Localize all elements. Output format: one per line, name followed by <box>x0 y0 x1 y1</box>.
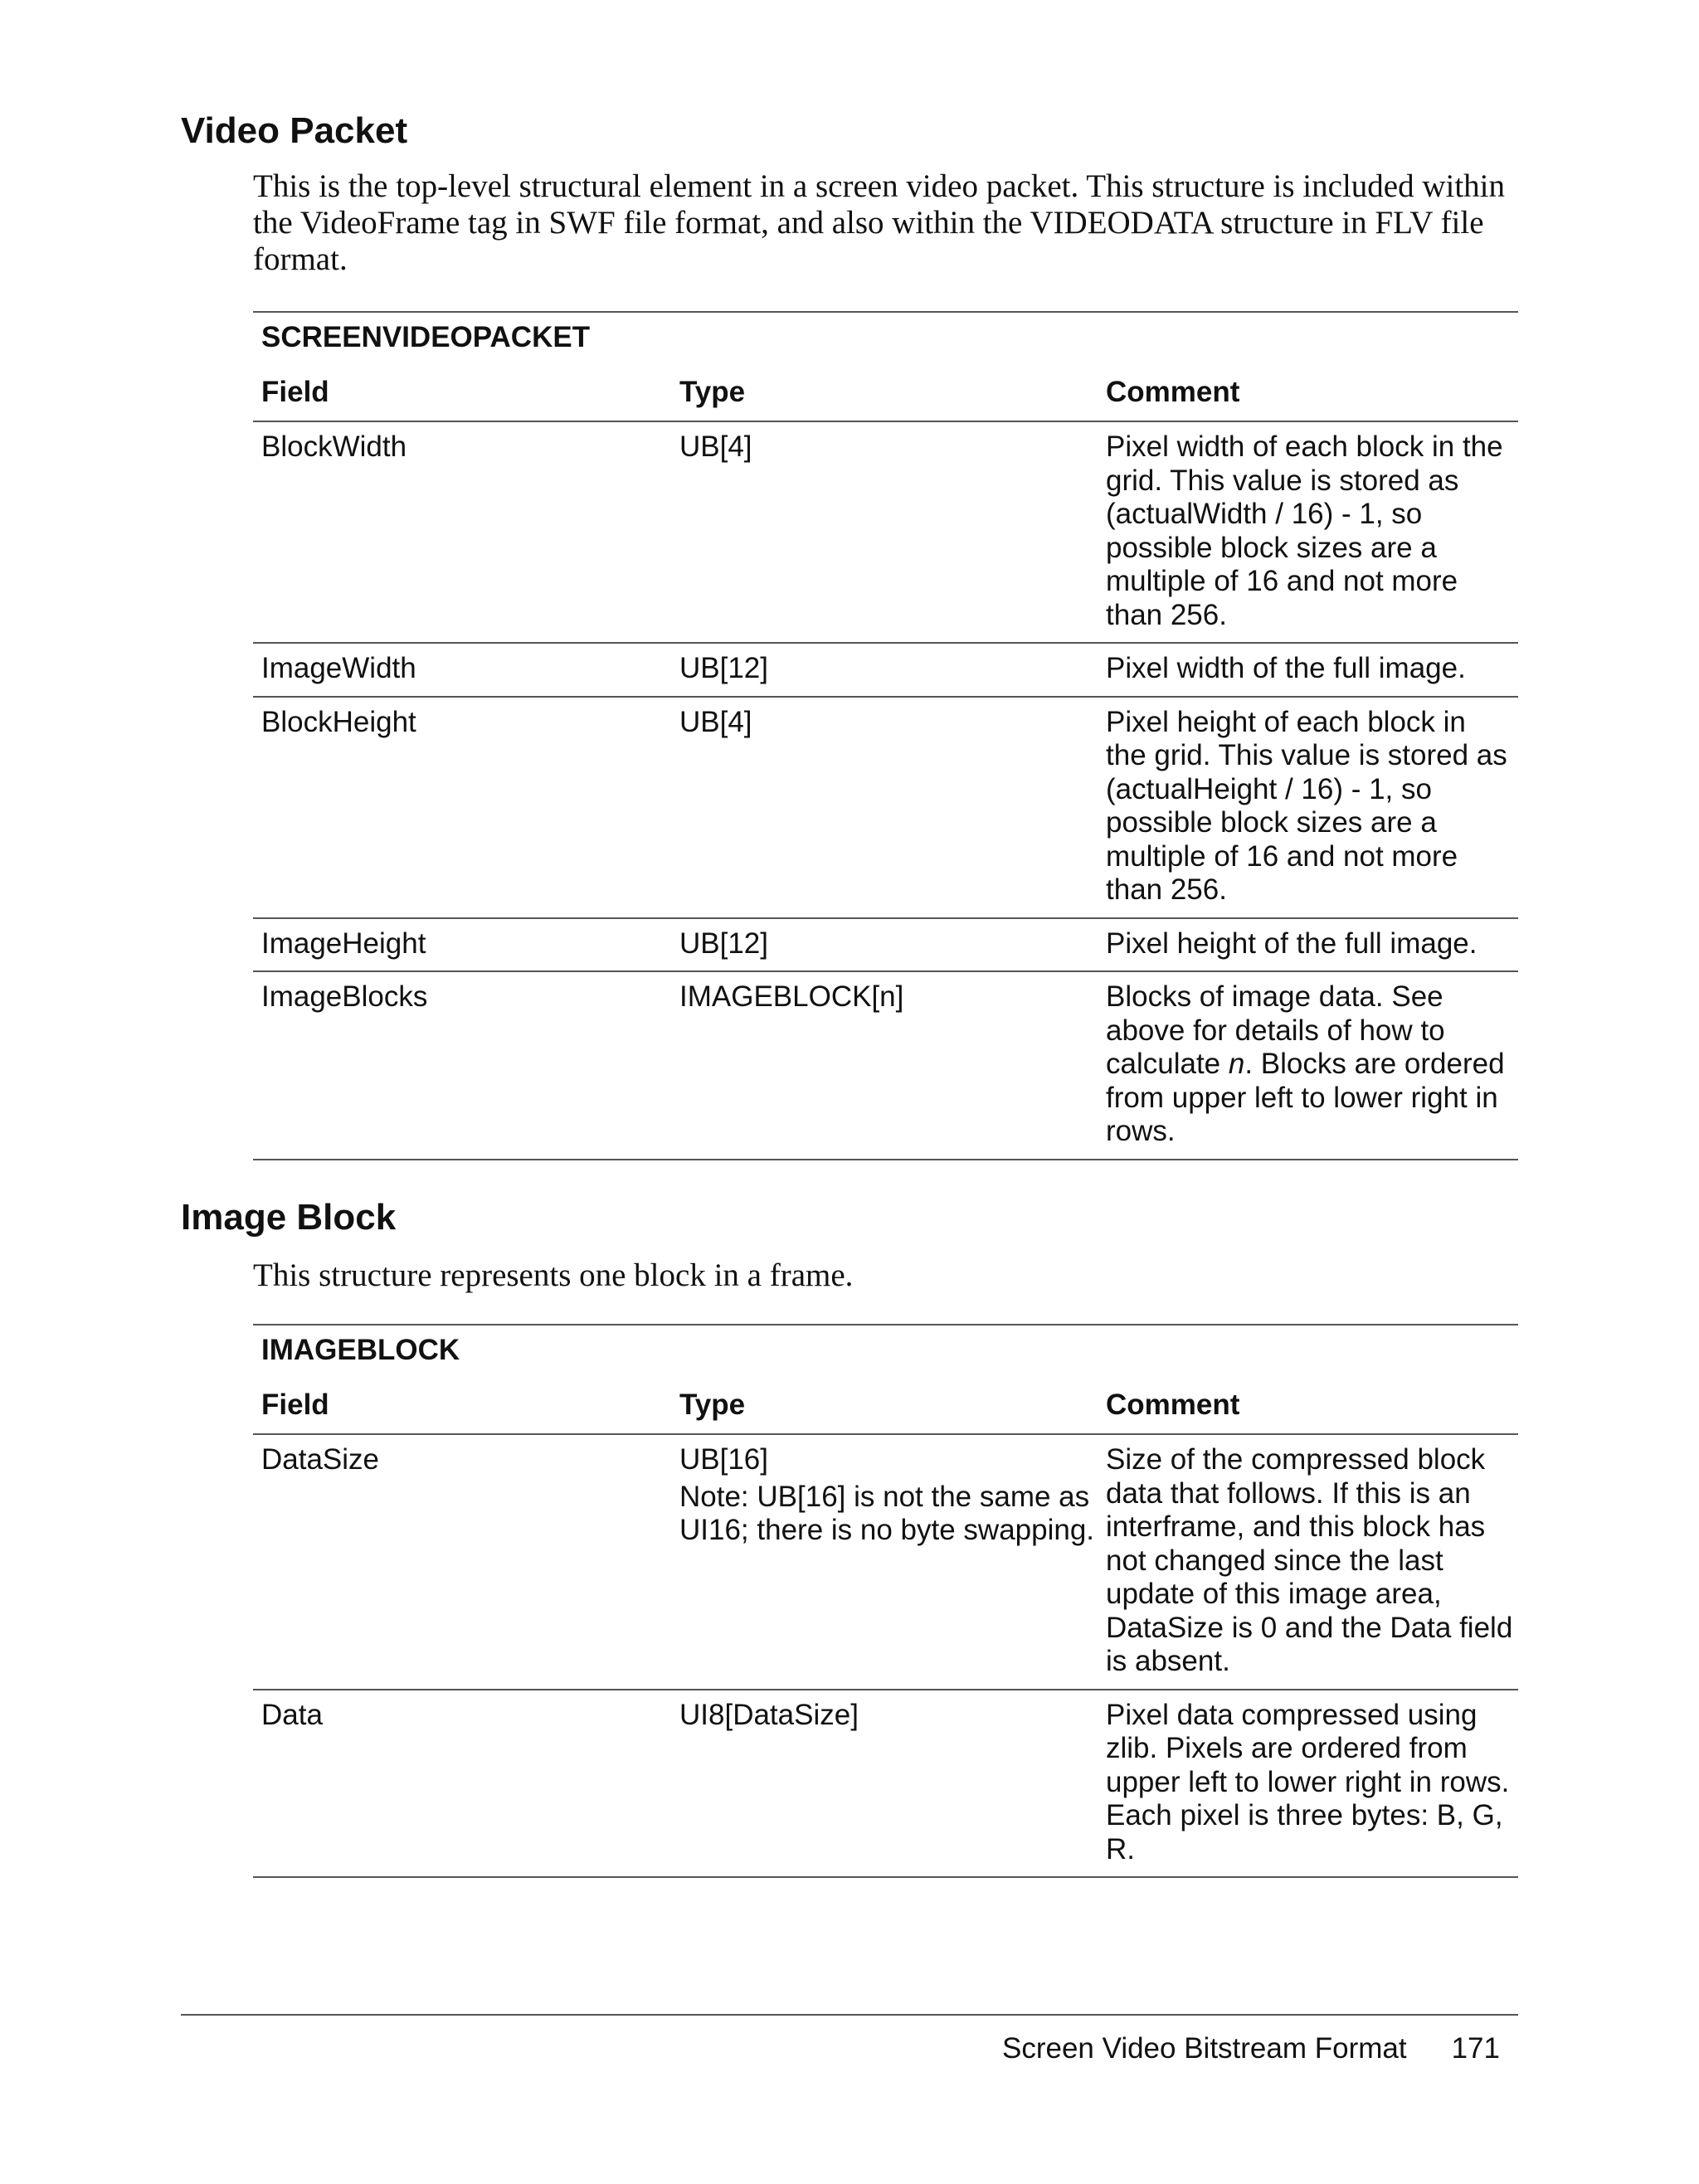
cell-field: ImageBlocks <box>261 980 428 1013</box>
table-row <box>253 642 1518 696</box>
table-title: IMAGEBLOCK <box>261 1334 460 1366</box>
cell-comment: Pixel height of each block in the grid. This value is stored as (actualHeight / 16) - 1, so possible block sizes are a multiple of 16 and not more than 256. <box>1106 705 1507 906</box>
cell-type <box>671 1443 1098 1679</box>
page-number: 171 <box>1451 2032 1500 2065</box>
comment-italic-variable: n <box>1228 1048 1245 1080</box>
table-row <box>253 1689 1518 1877</box>
type-value: UB[16] <box>679 1443 768 1476</box>
table-header-row <box>253 366 1518 422</box>
type-note: Note: UB[16] is not the same as UI16; there is no byte swapping. <box>679 1480 1095 1546</box>
cell-type: UB[4] <box>679 705 752 738</box>
table-row <box>253 1435 1518 1689</box>
section-heading-image-block: Image Block <box>181 1197 397 1238</box>
comment-text: Blocks of image data. See above for details of how to calculate <box>1106 980 1445 1080</box>
cell-field: ImageWidth <box>261 652 416 684</box>
page-footer <box>1002 2032 1500 2065</box>
intro-video-packet: This is the top-level structural element in a screen video packet. This structure is included within the VideoFrame tag in SWF file format, and also within the VIDEODATA structure in FLV file format. <box>253 168 1506 277</box>
table-imageblock <box>253 1324 1518 1878</box>
footer-title: Screen Video Bitstream Format <box>1001 2032 1407 2065</box>
cell-field: BlockWidth <box>261 430 407 463</box>
cell-type: IMAGEBLOCK[n] <box>679 980 904 1013</box>
table-row <box>253 917 1518 971</box>
cell-field: Data <box>261 1698 323 1731</box>
cell-comment: Pixel width of the full image. <box>1106 652 1466 684</box>
cell-field: DataSize <box>261 1443 380 1476</box>
comment-text: . Blocks are ordered from upper left to lower right in rows. <box>1106 1048 1505 1147</box>
header-type: Type <box>679 376 746 408</box>
cell-comment: Pixel height of the full image. <box>1106 927 1477 960</box>
cell-type: UB[12] <box>679 927 768 960</box>
cell-comment <box>1098 980 1518 1149</box>
header-field: Field <box>261 376 329 408</box>
cell-comment: Pixel width of each block in the grid. This value is stored as (actualWidth / 16) - 1, so possible block sizes are a multiple of 16 and not more than 256. <box>1106 430 1503 631</box>
table-row <box>253 970 1518 1159</box>
header-type: Type <box>679 1389 746 1421</box>
cell-comment: Size of the compressed block data that follows. If this is an interframe, and this block has not changed since the last update of this image area, DataSize is 0 and the Data field is absent. <box>1106 1443 1513 1677</box>
table-header-row <box>253 1379 1518 1435</box>
table-row <box>253 696 1518 917</box>
section-heading-video-packet: Video Packet <box>181 110 408 151</box>
cell-type: UB[12] <box>679 652 768 684</box>
cell-type: UB[4] <box>679 430 752 463</box>
table-screenvideopacket <box>253 311 1518 1160</box>
header-comment: Comment <box>1106 1389 1240 1421</box>
cell-field: BlockHeight <box>261 705 416 738</box>
table-title: SCREENVIDEOPACKET <box>261 321 591 353</box>
cell-field: ImageHeight <box>261 927 426 960</box>
header-comment: Comment <box>1106 376 1240 408</box>
footer-divider <box>181 2014 1518 2016</box>
cell-comment: Pixel data compressed using zlib. Pixels are ordered from upper left to lower right in rows. Each pixel is three bytes: B, G, R. <box>1106 1698 1510 1865</box>
cell-type: UI8[DataSize] <box>679 1698 859 1731</box>
header-field: Field <box>261 1389 329 1421</box>
table-row <box>253 422 1518 642</box>
intro-image-block: This structure represents one block in a frame. <box>253 1257 854 1293</box>
